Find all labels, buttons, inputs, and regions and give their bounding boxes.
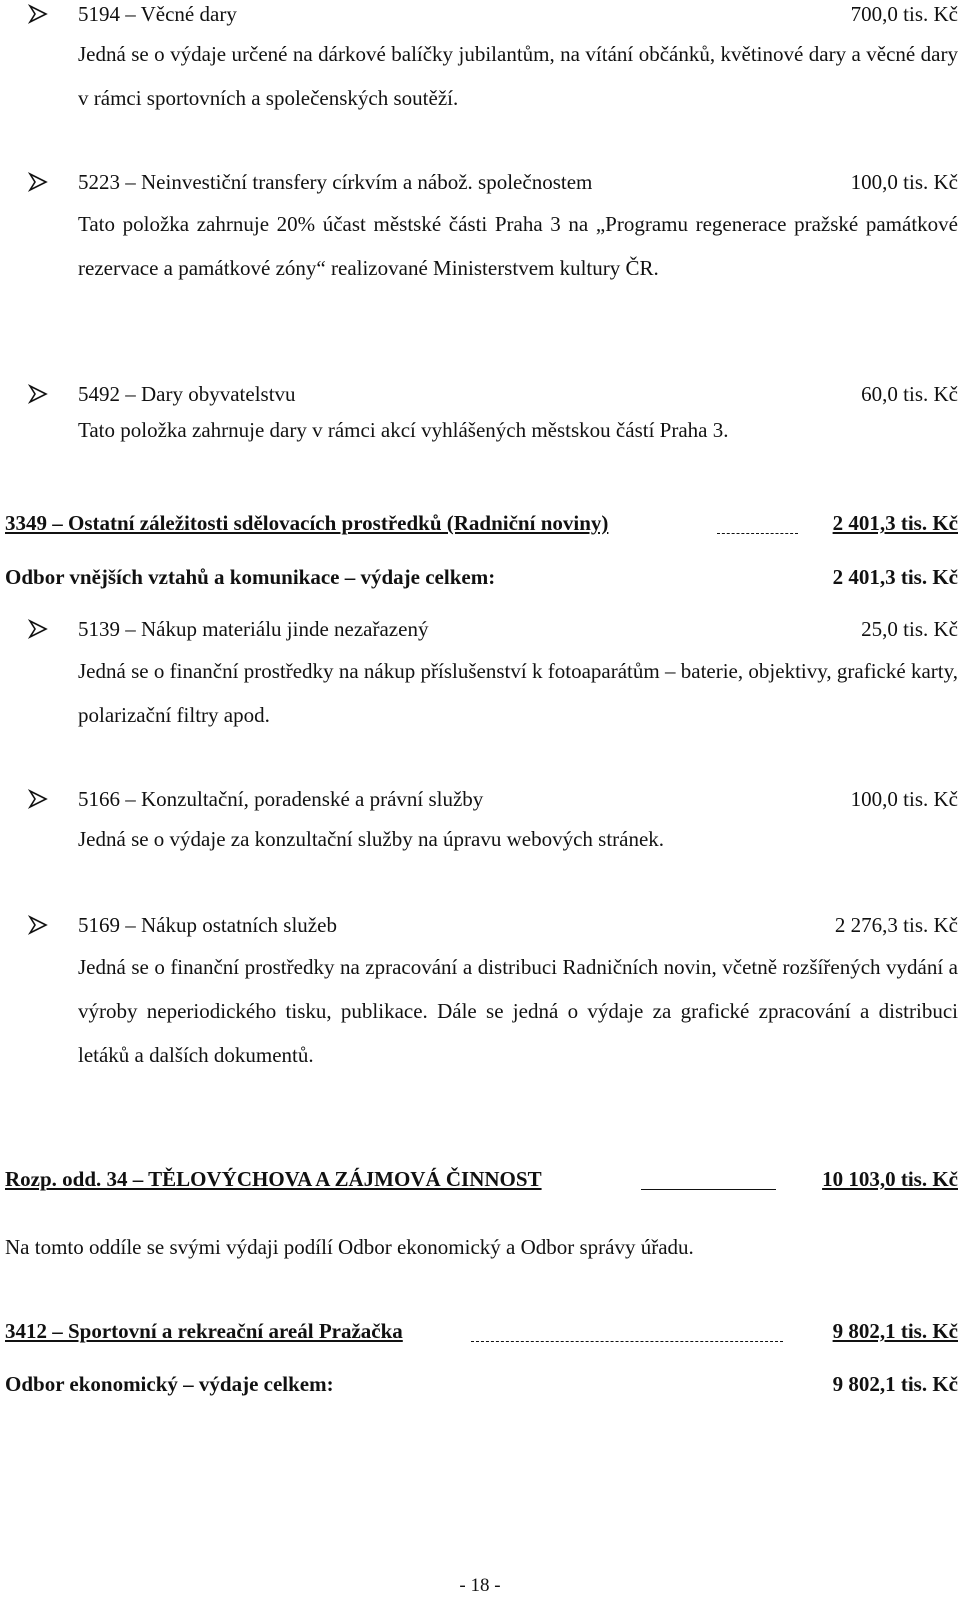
item-description: Tato položka zahrnuje 20% účast městské části Praha 3 na „Programu regenerace pražské památkové rezervace a památkové zóny“ realizované Ministerstvem kultury ČR.	[78, 212, 958, 280]
section-amount: 9 802,1 tis. Kč	[832, 1319, 958, 1343]
item-amount: 25,0 tis. Kč	[861, 617, 958, 641]
item-amount: 700,0 tis. Kč	[850, 2, 958, 26]
item-code-label: 5166 – Konzultační, poradenské a právní služby	[78, 787, 484, 811]
item-amount: 60,0 tis. Kč	[861, 382, 958, 406]
budget-item-5139	[28, 615, 958, 737]
item-description: Jedná se o výdaje určené na dárkové balíčky jubilantům, na vítání občánků, květinové dary a věcné dary v rámci sportovních a společenských soutěží.	[78, 42, 958, 110]
section-3349-heading	[5, 508, 958, 538]
budget-item-5166	[28, 785, 958, 861]
rozp-odd-34-heading	[5, 1164, 958, 1194]
item-description: Tato položka zahrnuje dary v rámci akcí vyhlášených městskou částí Praha 3.	[78, 418, 729, 442]
dept-total-label: Odbor ekonomický – výdaje celkem:	[5, 1372, 334, 1396]
budget-item-5169	[28, 911, 958, 1077]
item-amount: 100,0 tis. Kč	[850, 170, 958, 194]
leader-solid-line	[641, 1189, 776, 1190]
leader-dashed-line	[717, 533, 798, 534]
arrow-bullet-icon	[28, 789, 48, 809]
budget-item-5194	[28, 0, 958, 120]
section-3412-heading	[5, 1316, 958, 1346]
section-amount: 2 401,3 tis. Kč	[832, 511, 958, 535]
arrow-bullet-icon	[28, 4, 48, 24]
dept-total-ekonom	[5, 1369, 958, 1399]
budget-item-5223	[28, 168, 958, 290]
leader-dashed-line	[471, 1341, 783, 1342]
dept-total-amount: 9 802,1 tis. Kč	[832, 1372, 958, 1396]
item-code-label: 5139 – Nákup materiálu jinde nezařazený	[78, 617, 429, 641]
item-amount: 2 276,3 tis. Kč	[834, 913, 958, 937]
item-amount: 100,0 tis. Kč	[850, 787, 958, 811]
rozp-odd-label: Rozp. odd. 34 – TĚLOVÝCHOVA A ZÁJMOVÁ ČINNOST	[5, 1167, 542, 1191]
arrow-bullet-icon	[28, 384, 48, 404]
oddil-note: Na tomto oddíle se svými výdaji podílí Odbor ekonomický a Odbor správy úřadu.	[5, 1235, 694, 1259]
page-number: - 18 -	[459, 1575, 501, 1596]
section-label: 3412 – Sportovní a rekreační areál Pražačka	[5, 1319, 403, 1343]
rozp-odd-amount: 10 103,0 tis. Kč	[822, 1167, 958, 1191]
item-code-label: 5223 – Neinvestiční transfery církvím a nábož. společnostem	[78, 170, 593, 194]
dept-total-amount: 2 401,3 tis. Kč	[832, 565, 958, 589]
budget-item-5492	[28, 380, 958, 452]
item-description: Jedná se o výdaje za konzultační služby na úpravu webových stránek.	[78, 827, 665, 851]
item-code-label: 5492 – Dary obyvatelstvu	[78, 382, 296, 406]
item-description: Jedná se o finanční prostředky na nákup příslušenství k fotoaparátům – baterie, objektivy, grafické karty, polarizační filtry apod.	[78, 659, 958, 727]
item-code-label: 5194 – Věcné dary	[78, 2, 237, 26]
arrow-bullet-icon	[28, 619, 48, 639]
arrow-bullet-icon	[28, 172, 48, 192]
section-label: 3349 – Ostatní záležitosti sdělovacích prostředků (Radniční noviny)	[5, 511, 609, 535]
arrow-bullet-icon	[28, 915, 48, 935]
item-description: Jedná se o finanční prostředky na zpracování a distribuci Radničních novin, včetně rozšířených vydání a výroby neperiodického tisku, publikace. Dále se jedná o výdaje za grafické zpracování a distribuci letáků a dalších dokumentů.	[78, 955, 958, 1067]
dept-total-label: Odbor vnějších vztahů a komunikace – výdaje celkem:	[5, 565, 496, 589]
dept-total-vztahy	[5, 562, 958, 592]
item-code-label: 5169 – Nákup ostatních služeb	[78, 913, 337, 937]
